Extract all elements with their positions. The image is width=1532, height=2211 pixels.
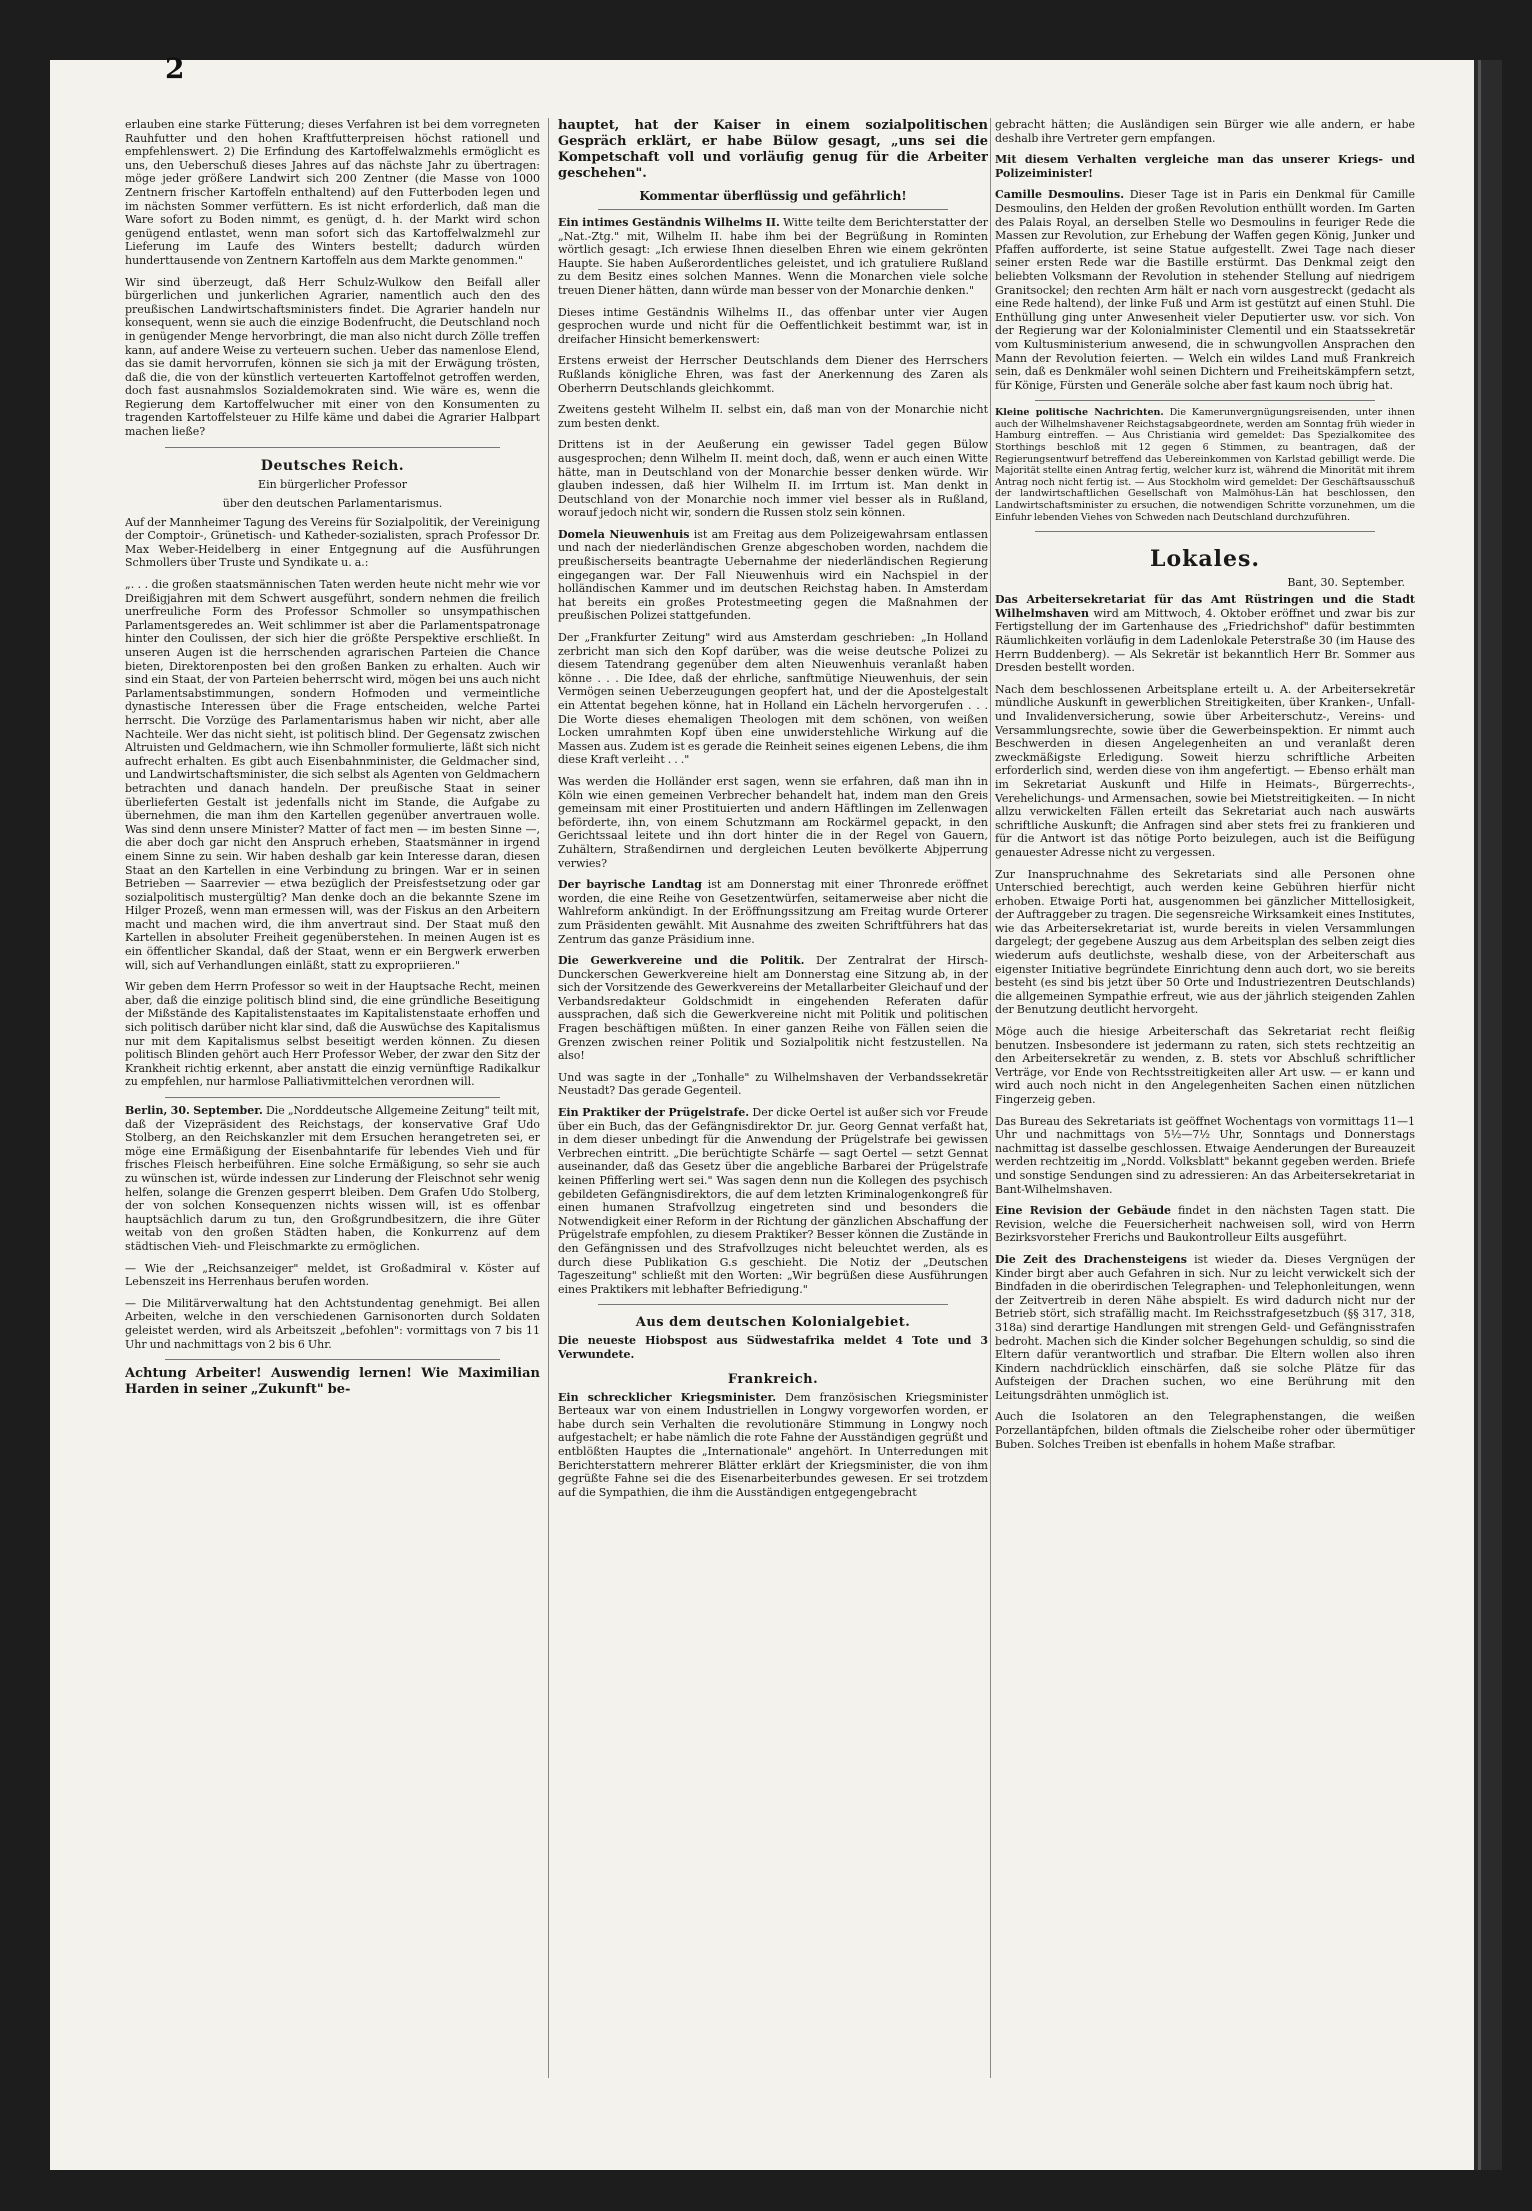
article-paragraph: Der „Frankfurter Zeitung" wird aus Amsterdam geschrieben: „In Holland zerbricht man sich den Kopf darüber, was die weise deutsche Polizei zu diesem Tatendrang gegenüber dem alten Nieuwenhuis veranlaßt haben könne . . . Die Idee, daß der ehrliche, sanftmütige Nieuwenhuis, der sein Vermögen seinen Ueberzeugungen geopfert hat, und der die Apostelgestalt ein Attentat begehen könne, hat in Holland ein Lächeln hervorgerufen . . . Die Worte dieses ehemaligen Theologen mit dem schönen, von weißen Locken umrahmten Kopf üben eine unwiderstehliche Wirkung auf die Massen aus. Zudem ist es gerade die Reinheit seines eigenen Lebens, die ihm diese Kraft verleiht . . .": [558, 631, 988, 767]
article-text: Der dicke Oertel ist außer sich vor Freude über ein Buch, das der Gefängnisdirektor Dr. jur. Georg Gennat verfaßt hat, in dem dieser unbedingt für die Anwendung der Prügelstrafe bei gewissen Verbrechen eintritt. „Die berüchtigte Schärfe — sagt Oertel — setzt Gennat auseinander, daß das Gesetz über die angebliche Barbarei der Prügelstrafe keinen Pfifferling wert sei." Was sagen denn nun die Kollegen des psychisch gebildeten Gefängnisdirektors, die auf dem letzten Kriminalogenkongreß für einen humanen Strafvollzug eingetreten sind und besonders die Notwendigkeit einer Reform in der Richtung der gänzlichen Abschaffung der Prügelstrafe empfohlen, zu diesem Praktiker? Besser können die Zustände in den Gefängnissen und des Strafvollzuges nicht beleuchtet werden, als es durch diese Publikation G.s geschieht. Die Notiz der „Deutschen Tageszeitung" schließt mit den Worten: „Wir begrüßen diese Ausführungen eines Praktikers mit lebhafter Befriedigung.": [558, 1106, 988, 1296]
article-paragraph: — Die Militärverwaltung hat den Achtstundentag genehmigt. Bei allen Arbeiten, welche in den verschiedenen Garnisonorten durch Soldaten geleistet werden, wird als Arbeitszeit „befohlen": vormittags von 7 bis 11 Uhr und nachmittags von 2 bis 6 Uhr.: [125, 1296, 540, 1351]
article-paragraph: Was werden die Holländer erst sagen, wenn sie erfahren, daß man ihn in Köln wie einen gemeinen Verbrecher behandelt hat, indem man den Greis gemeinsam mit einer Prostituierten und andern Häftlingen im Zellenwagen beförderte, ihn, von einem Schutzmann am Rockärmel gepackt, in den Gerichtssaal leitete und ihn dort hinter die in der Regel von Gauern, Zuhältern, Straßendirnen und dergleichen Leuten bevölkerte Abjperrung verwies?: [558, 774, 988, 870]
article-paragraph: Dieses intime Geständnis Wilhelms II., das offenbar unter vier Augen gesprochen wurde und nicht für die Oeffentlichkeit bestimmt war, ist in dreifacher Hinsicht bemerkenswert:: [558, 305, 988, 346]
article-text: ist wieder da. Dieses Vergnügen der Kinder birgt aber auch Gefahren in sich. Nur zu leicht verwickelt sich der Bindfaden in die oberirdischen Telegraphen- und Telephonleitungen, wenn der Zeitvertreib in deren Nähe abspielt. Es wird dadurch nicht nur der Betrieb stört, sich strafällig macht. Im Reichsstrafgesetzbuch (§§ 317, 318, 318a) sind derartige Handlungen mit strengen Geld- und Gefängnisstrafen bedroht. Machen sich die Kinder solcher Begehungen schuldig, so sind die Eltern dafür verantwortlich und strafbar. Die Eltern wollen also ihren Kindern nachdrücklich einschärfen, daß sie solche Plätze für das Aufsteigen der Drachen suchen, wo eine Berührung mit den Leitungsdrähten unmöglich ist.: [995, 1252, 1415, 1402]
article-text: Dieser Tage ist in Paris ein Denkmal für Camille Desmoulins, den Helden der großen Revolution enthüllt worden. Im Garten des Palais Royal, an derselben Stelle wo Desmoulins in feuriger Rede die Massen zur Revolution, zur Erhebung der Waffen gegen König, Junker und Pfaffen aufforderte, ist seine Statue aufgestellt. Zwei Tage nach dieser seiner ersten Rede war die Bastille erstürmt. Das Denkmal zeigt den beliebten Volksmann der Revolution in stehender Stellung auf niedrigem Granitsockel; den rechten Arm hält er nach vorn ausgestreckt (gedacht als eine Rede haltend), der linke Fuß und Arm ist gestützt auf einen Stuhl. Die Enthüllung ging unter Anwesenheit vieler Deputierter usw. vor sich. Von der Regierung war der Kolonialminister Clementil und ein Staatssekretär vom Kultusministerium anwesend, die in schwungvollen Ansprachen den Mann der Revolution feierten. — Welch ein wildes Land muß Frankreich sein, daß es Denkmäler wohl seinen Dichtern und Freiheitskämpfern setzt, für Könige, Fürsten und Generäle solche aber fast kaum noch übrig hat.: [995, 188, 1415, 392]
article-heading: Camille Desmoulins.: [995, 188, 1125, 202]
column-1: [125, 118, 540, 2063]
article-paragraph: Die neueste Hiobspost aus Südwestafrika meldet 4 Tote und 3 Verwundete.: [558, 1334, 988, 1361]
divider: [598, 1304, 948, 1305]
article-text: Witte teilte dem Berichterstatter der „Nat.-Ztg." mit, Wilhelm II. habe ihm bei der Begrüßung in Rominten wörtlich gesagt: „Ich erwiese Ihnen dieselben Ehren wie einem gekrönten Haupte. Sie haben Außerordentliches geleistet, und ich gratuliere Rußland zu dem Besitz eines solchen Mannes. Wenn die Monarchen viele solche treuen Diener hätten, dann würde man besser von der Monarchie denken.": [558, 216, 988, 297]
article-paragraph: Drittens ist in der Aeußerung ein gewisser Tadel gegen Bülow ausgesprochen; denn Wilhelm II. meint doch, daß, wenn er auch einen Witte hätte, man in Deutschland von der Monarchie besser denken würde. Wir glauben indessen, daß hier Wilhelm II. im Irrtum ist. Man denkt in Deutschland von der Monarchie noch immer viel besser als in Rußland, worauf jedoch nicht wir, sondern die Russen stolz sein können.: [558, 438, 988, 520]
article-paragraph: Zweitens gesteht Wilhelm II. selbst ein, daß man von der Monarchie nicht zum besten denkt.: [558, 403, 988, 430]
divider: [1035, 531, 1375, 532]
column-2: [558, 118, 988, 2063]
section-title: Deutsches Reich.: [260, 457, 405, 474]
article-heading: Ein schrecklicher Kriegsminister.: [558, 1390, 777, 1404]
article-paragraph: Erstens erweist der Herrscher Deutschlands dem Diener des Herrschers Rußlands königliche Ehren, was fast der Anerkennung des Zaren als Oberherrn Deutschlands gleichkommt.: [558, 354, 988, 395]
article-subtitle: über den deutschen Parlamentarismus.: [222, 496, 443, 510]
article-paragraph: Nach dem beschlossenen Arbeitsplane erteilt u. A. der Arbeitersekretär mündliche Auskunft in gewerblichen Streitigkeiten, über Kranken-, Unfall- und Invalidenversicherung, sowie über Arbeiterschutz-, Vereins- und Versammlungsrechte, sowie über die Gewerbeinspektion. Er nimmt auch Beschwerden in diesen Angelegenheiten an und veranlaßt deren zweckmäßigste Erledigung. Soweit hierzu schriftliche Arbeiten erforderlich sind, werden diese von ihm angefertigt. — Ebenso erhält man im Sekretariat Auskunft und Hilfe in Heimats-, Bürgerrechts-, Verehelichungs- und Armensachen, sowie bei Mietstreitigkeiten. — In nicht allzu verwickelten Fällen erteilt das Sekretariat auch nach auswärts schriftliche Auskunft; die Anfragen sind aber stets frei zu frankieren und für die Antwort ist das nötige Porto beizulegen, auch ist die Beifügung genauester Adresse nicht zu vergessen.: [995, 682, 1415, 859]
article-paragraph: — Wie der „Reichsanzeiger" meldet, ist Großadmiral v. Köster auf Lebenszeit ins Herrenhaus berufen worden.: [125, 1261, 540, 1289]
article-paragraph: erlauben eine starke Fütterung; dieses Verfahren ist bei dem vorregneten Rauhfutter und den hohen Kraftfutterpreisen höchst rationell und empfehlenswert. 2) Die Erfindung des Kartoffelwalzmehls ermöglicht es uns, den Ueberschuß dieses Jahres auf das nächste Jahr zu übertragen: möge jeder größere Landwirt sich 200 Zentner (die Masse von 1000 Zentnern frischer Kartoffeln enthaltend) auf den Futterboden legen und im nächsten Sommer verfüttern. Es ist nicht erforderlich, daß man die Ware sofort zu Boden nimmt, es genügt, d. h. der Markt wird schon genügend entlastet, wenn man sofort sich das Kartoffelwalzmehl zur Lieferung im Laufe des Winters bestellt; dadurch würden hunderttausende von Zentnern Kartoffeln aus dem Markte genommen.": [125, 118, 540, 267]
comment-heading: Kommentar überflüssig und gefährlich!: [639, 189, 907, 203]
article-heading: Die Gewerkvereine und die Politik.: [558, 954, 805, 968]
article-heading: Das Arbeitersekretariat für das Amt Rüstringen und die Stadt Wilhelmshaven: [995, 593, 1415, 620]
article-text: Die „Norddeutsche Allgemeine Zeitung" teilt mit, daß der Vizepräsident des Reichstags, der konservative Graf Udo Stolberg, an den Reichskanzler mit dem Ersuchen herangetreten sei, er möge eine Ermäßigung der Eisenbahntarife für lebendes Vieh und für frisches Fleisch herbeiführen. Eine solche Ermäßigung, so sehr sie auch zu wünschen ist, würde indessen zur Linderung der Fleischnot sehr wenig helfen, solange die Grenzen gesperrt bleiben. Dem Grafen Udo Stolberg, der von solchen Konsequenzen nichts wissen will, ist es offenbar hauptsächlich darum zu tun, den Großgrundbesitzern, die ihre Güter weitab von den großen Städten haben, die Konkurrenz auf dem städtischen Vieh- und Fleischmarkte zu ermöglichen.: [125, 1104, 540, 1253]
article-text: ist am Freitag aus dem Polizeigewahrsam entlassen und nach der niederländischen Grenze abgeschoben worden, nachdem die preußischerseits beantragte Uebernahme der niederländischen Regierung eingegangen war. Der Fall Nieuwenhuis wird ein Nachspiel in der holländischen Kammer und im deutschen Reichstag haben. In Amsterdam hat bereits ein großes Protestmeeting gegen die Maßnahmen der preußischen Polizei stattgefunden.: [558, 527, 988, 623]
section-title: Lokales.: [1149, 546, 1261, 573]
article-paragraph: „. . . die großen staatsmännischen Taten werden heute nicht mehr wie vor Dreißigjahren mit dem Schwert ausgeführt, sondern nehmen die freilich unerfreuliche Form des Professor Schmoller so unsympathischen Parlamentsgeredes an. Weit schlimmer ist aber die Parlamentspatronage hinter den Coulissen, der sich hier die größte Perspektive erschließt. In unseren Augen ist die herrschenden agrarischen Parteien die Chance bieten, Direktorenposten bei den großen Banken zu erhalten. Auch wir sind ein Staat, der von Parteien beherrscht wird, mögen bei uns auch nicht Parlamentsabstimmungen, sondern Hofmoden und vermeintliche dynastische Interessen über die Frage entscheiden, welche Partei herrscht. Die Vorzüge des Parlamentarismus haben wir nicht, aber alle Nachteile. Wer das nicht sieht, ist politisch blind. Der Gegensatz zwischen Altruisten und Geldmachern, wie ihn Schmoller formulierte, läßt sich nicht aufrecht erhalten. Es gibt auch Eisenbahnminister, die Geldmacher sind, und Landwirtschaftsminister, die sich selbst als Agenten von Geldmachern betrachten und danach handeln. Der preußische Staat in seiner überlieferten Gestalt ist jedenfalls nicht im Stande, die Aufgabe zu übernehmen, die man ihm den Kartellen gegenüber anvertrauen wolle. Was sind denn unsere Minister? Matter of fact men — im besten Sinne —, die aber doch gar nicht den Anspruch erheben, Staatsmänner in irgend einem Sinne zu sein. Wir haben deshalb gar kein Interesse daran, diesen Staat an den Kartellen in eine Verbindung zu bringen. War er in seinen Betrieben — Saarrevier — etwa bezüglich der Preisfestsetzung oder gar sozialpolitisch mustergültig? Man denke doch an die bekannte Szene im Hilger Prozeß, wenn man ermessen will, was der Fiskus an den Arbeitern macht und machen wird, die ihm anvertraut sind. Der Staat muß den Kartellen in absoluter Freiheit gegenüberstehen. In meinen Augen ist es ein öffentlicher Skandal, daß der Staat, wenn er ein Bergwerk erwerben will, sich auf Verhandlungen einläßt, statt zu expropriieren.": [125, 578, 540, 972]
divider: [165, 1097, 500, 1098]
article-paragraph: Und was sagte in der „Tonhalle" zu Wilhelmshaven der Verbandssekretär Neustadt? Das gerade Gegenteil.: [558, 1070, 988, 1098]
column-rule: [990, 118, 991, 2078]
divider: [1035, 400, 1375, 401]
article-paragraph: gebracht hätten; die Ausländigen sein Bürger wie alle andern, er habe deshalb ihre Vertreter gern empfangen.: [995, 118, 1415, 145]
article-heading: Die Zeit des Drachensteigens: [995, 1252, 1187, 1266]
article-text: wird am Mittwoch, 4. Oktober eröffnet und zwar bis zur Fertigstellung der im Gartenhause des „Friedrichshof" dafür bestimmten Räumlichkeiten vorläufig in dem Ladenlokale Peterstraße 30 (im Hause des Herrn Buddenberg). — Als Sekretär ist bekanntlich Herr Br. Sommer aus Dresden bestellt worden.: [995, 606, 1415, 675]
article-heading: Kleine politische Nachrichten.: [995, 407, 1164, 419]
section-title: Frankreich.: [727, 1371, 819, 1387]
divider: [165, 447, 500, 448]
article-text: Der Zentralrat der Hirsch-Dunckerschen Gewerkvereine hielt am Donnerstag eine Sitzung ab, in der sich der Vorsitzende des Gewerkvereins der Metallarbeiter Gleichauf und der Verbandsredakteur Goldschmidt in eingehenden Referaten dafür aussprachen, daß sich die Gewerkvereine nicht mit Politik und politischen Fragen beschäftigen müßten. In einer ganzen Reihe von Fällen seien die Grenzen zwischen reiner Politik und Sozialpolitik nicht festzustellen. Na also!: [558, 954, 988, 1063]
article-text: Dem französischen Kriegsminister Berteaux war von einem Industriellen in Longwy vorgeworfen worden, er habe durch sein Verhalten die revolutionäre Stimmung in Longwy noch aufgestachelt; er habe nämlich die rote Fahne der Ausständigen gegrüßt und entblößten Hauptes die „Internationale" angehört. In Unterredungen mit Berichterstattern mehrerer Blätter erklärt der Kriegsminister, die von ihm gegrüßte Fahne sei die des Eisenarbeiterbundes gewesen. Er sei trotzdem auf die Sympathien, die ihm die Ausständigen entgegengebracht: [558, 1390, 988, 1499]
article-heading: Der bayrische Landtag: [558, 878, 703, 892]
article-paragraph: Möge auch die hiesige Arbeiterschaft das Sekretariat recht fleißig benutzen. Insbesondere ist jedermann zu raten, sich stets rechtzeitig an den Arbeitersekretär zu wenden, z. B. stets vor Abschluß schriftlicher Verträge, vor Ende von Rechtsstreitigkeiten aller Art usw. — er kann und wird auch noch nicht in den Angelegenheiten Sachen einen nützlichen Fingerzeig geben.: [995, 1025, 1415, 1106]
closing-headline: Achtung Arbeiter! Auswendig lernen! Wie Maximilian Harden in seiner „Zukunft" be-: [125, 1366, 540, 1398]
article-heading: Berlin, 30. September.: [125, 1104, 263, 1117]
article-text: ist am Donnerstag mit einer Thronrede eröffnet worden, die eine Reihe von Gesetzentwürfen, seitamerweise aber nicht die Wahlreform ankündigt. In der Eröffnungssitzung am Freitag wurde Orterer zum Präsidenten gewählt. Mit Ausnahme des zweiten Schriftführers hat das Zentrum das ganze Präsidium inne.: [558, 878, 988, 946]
article-heading: Domela Nieuwenhuis: [558, 527, 690, 541]
article-text: findet in den nächsten Tagen statt. Die Revision, welche die Feuersicherheit nachweisen soll, wird von Herrn Bezirksvorsteher Frerichs und Baukontrolleur Eilts ausgeführt.: [995, 1204, 1415, 1245]
article-paragraph: Wir geben dem Herrn Professor so weit in der Hauptsache Recht, meinen aber, daß die einzige politisch blind sind, die eine gründliche Beseitigung der Mißstände des Kapitalistenstaates im Kapitalistenstaate erhoffen und sich politisch darüber nicht klar sind, daß die Auswüchse des Kapitalismus nur mit dem Kapitalismus selbst beseitigt werden können. Zu diesen politisch Blinden gehört auch Herr Professor Weber, der zwar den Sitz der Krankheit richtig erkennt, aber anstatt die einzig vernünftige Radikalkur zu empfehlen, nur harmlose Palliativmittelchen verordnen will.: [125, 980, 540, 1089]
article-paragraph: Auch die Isolatoren an den Telegraphenstangen, die weißen Porzellantäpfchen, bilden oftmals die Zielscheibe roher oder übermütiger Buben. Solches Treiben ist ebenfalls in hohem Maße strafbar.: [995, 1410, 1415, 1451]
article-paragraph: Mit diesem Verhalten vergleiche man das unserer Kriegs- und Polizeiminister!: [995, 153, 1415, 180]
article-heading: Ein intimes Geständnis Wilhelms II.: [558, 216, 780, 229]
article-paragraph: Das Bureau des Sekretariats ist geöffnet Wochentags von vormittags 11—1 Uhr und nachmittags von 5½—7½ Uhr, Sonntags und Donnerstags nachmittag ist dasselbe geschlossen. Etwaige Aenderungen der Bureauzeit werden rechtzeitig im „Nordd. Volksblatt" bekannt gegeben werden. Briefe und sonstige Sendungen sind zu adressieren: An das Arbeitersekretariat in Bant-Wilhelmshaven.: [995, 1114, 1415, 1196]
article-text: Die Kamerunvergnügungsreisenden, unter ihnen auch der Wilhelmshavener Reichstagsabgeordnete, werden am Sonntag früh wieder in Hamburg eintreffen. — Aus Christiania wird gemeldet: Das Spezialkomitee des Storthings beschloß mit 12 gegen 6 Stimmen, zu beantragen, daß der Regierungsentwurf betreffend das Uebereinkommen von Karlstad gebilligt werde. Die Majorität stellte einen Antrag fertig, welcher kurz ist, während die Minorität mit ihrem Antrag noch nicht fertig ist. — Aus Stockholm wird gemeldet: Der Geschäftsausschuß der landwirtschaftlichen Gesellschaft von Malmöhus-Län hat beschlossen, den Landwirtschaftsminister zu ersuchen, die notwendigen Schritte vorzunehmen, um die Einfuhr lebenden Viehes von Schweden nach Deutschland durchzuführen.: [995, 407, 1415, 523]
dateline: Bant, 30. September.: [1287, 576, 1405, 590]
article-paragraph: hauptet, hat der Kaiser in einem sozialpolitischen Gespräch erklärt, er habe Bülow gesagt, „uns sei die Kompetschaft voll und vorläufig genug für die Arbeiter geschehen".: [558, 118, 988, 181]
page-number: 2: [165, 52, 185, 85]
article-paragraph: Zur Inanspruchnahme des Sekretariats sind alle Personen ohne Unterschied berechtigt, auch werden keine Gebühren hierfür nicht erhoben. Etwaige Porti hat, ausgenommen bei gänzlicher Mittellosigkeit, der Auftraggeber zu tragen. Die segensreiche Wirksamkeit eines Institutes, wie das Arbeitersekretariat ist, wurde bereits in vielen Versammlungen dargelegt; der gegebene Auszug aus dem Arbeitsplan des selben zeigt dies wiederum aufs deutlichste, weshalb diese, von der Arbeiterschaft aus eigenster Initiative begründete Einrichtung denn auch dort, wo sie bereits besteht (es sind bis jetzt über 50 Orte und Industriezentren Deutschlands) die allgemeinen Sympathie erfreut, wie aus der jährlich steigenden Zahlen der Benutzung deutlicht hervorgeht.: [995, 867, 1415, 1017]
article-heading: Ein Praktiker der Prügelstrafe.: [558, 1106, 750, 1120]
column-3: [995, 118, 1415, 2063]
article-subtitle: Ein bürgerlicher Professor: [258, 477, 407, 491]
article-paragraph: Auf der Mannheimer Tagung des Vereins für Sozialpolitik, der Vereinigung der Comptoir-, Grünetisch- und Katheder-sozialisten, sprach Professor Dr. Max Weber-Heidelberg in einer Entgegnung auf die Ausführungen Schmollers über Truste und Syndikate u. a.:: [125, 515, 540, 570]
column-rule: [548, 118, 549, 2078]
article-paragraph: Wir sind überzeugt, daß Herr Schulz-Wulkow den Beifall aller bürgerlichen und junkerlichen Agrarier, namentlich auch den des preußischen Landwirtschaftsministers findet. Die Agrarier handeln nur konsequent, wenn sie auch die einzige Bodenfrucht, die Deutschland noch in genügender Menge hervorbringt, die man also nicht durch Zölle treffen kann, auf andere Weise zu verteuern suchen. Ueber das namenlose Elend, das sie damit hervorrufen, können sie sich ja mit der Erwägung trösten, daß die, die von der künstlich verteuerten Kartoffelnot getroffen werden, doch fast ausnahmslos Sozialdemokraten sind. Wie wäre es, wenn die Regierung dem Kartoffelwucher mit einer von den Konsumenten zu tragenden Kartoffelsteuer zu Hilfe käme und dabei die Agrarier Halbpart machen ließe?: [125, 275, 540, 439]
section-title: Aus dem deutschen Kolonialgebiet.: [635, 1315, 911, 1331]
article-heading: Eine Revision der Gebäude: [995, 1204, 1172, 1218]
divider: [598, 209, 948, 210]
page-edge-strip: [1478, 60, 1481, 2170]
divider: [165, 1359, 500, 1360]
